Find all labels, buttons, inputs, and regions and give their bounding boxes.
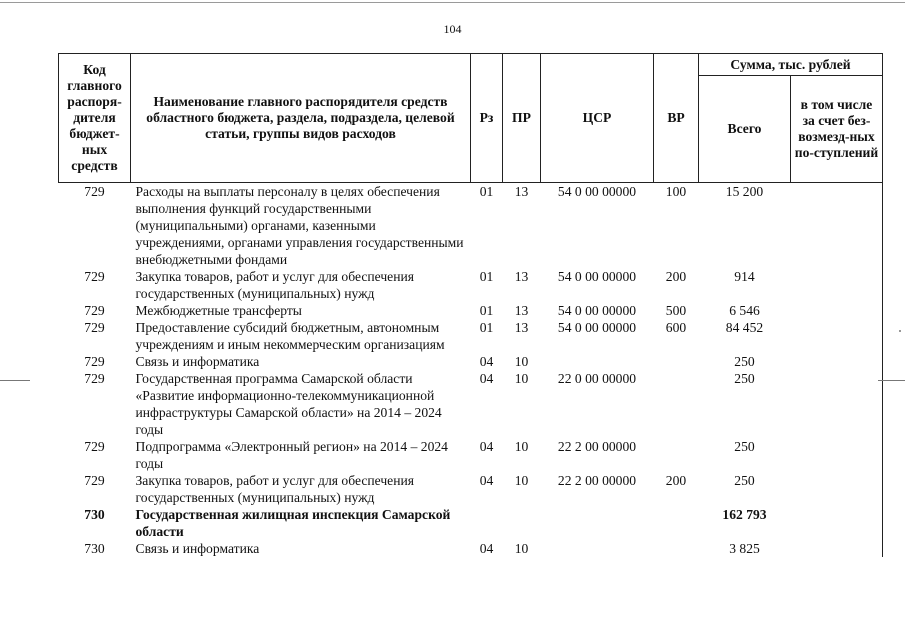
row-rz: 04 bbox=[479, 354, 494, 369]
header-total: Всего bbox=[699, 76, 791, 183]
row-name: Закупка товаров, работ и услуг для обеспечения государственных (муниципальных) нужд bbox=[135, 269, 414, 301]
row-other bbox=[791, 438, 883, 472]
row-pr bbox=[503, 506, 541, 540]
row-pr: 10 bbox=[514, 439, 529, 454]
row-name: Государственная жилищная инспекция Самарской области bbox=[135, 507, 451, 539]
header-other: в том числе за счет без-возмезд-ных по-ступлений bbox=[791, 76, 883, 183]
row-vr: 500 bbox=[665, 303, 687, 318]
row-other bbox=[791, 370, 883, 438]
row-name: Предоставление субсидий бюджетным, автономным учреждениям и иным некоммерческим организациям bbox=[135, 320, 445, 352]
row-other bbox=[791, 506, 883, 540]
header-code: Код главного распоря-дителя бюджет-ных средств bbox=[59, 54, 131, 183]
row-vr bbox=[654, 540, 699, 557]
row-csr: 54 0 00 00000 bbox=[557, 269, 637, 284]
header-rz: Рз bbox=[471, 54, 503, 183]
table-row bbox=[59, 438, 883, 472]
row-pr: 13 bbox=[514, 269, 529, 284]
row-other bbox=[791, 183, 883, 269]
row-rz: 04 bbox=[479, 541, 494, 556]
row-pr: 10 bbox=[514, 354, 529, 369]
row-pr: 13 bbox=[514, 320, 529, 335]
row-total: 250 bbox=[734, 371, 755, 386]
row-csr bbox=[541, 540, 654, 557]
row-rz bbox=[471, 506, 503, 540]
row-code: 729 bbox=[84, 269, 105, 284]
header-csr: ЦСР bbox=[541, 54, 654, 183]
row-vr bbox=[654, 438, 699, 472]
row-total: 84 452 bbox=[725, 320, 764, 335]
row-csr bbox=[541, 353, 654, 370]
row-name: Закупка товаров, работ и услуг для обеспечения государственных (муниципальных) нужд bbox=[135, 473, 414, 505]
row-name: Связь и информатика bbox=[135, 541, 260, 556]
row-csr: 54 0 00 00000 bbox=[557, 303, 637, 318]
row-code: 729 bbox=[84, 473, 105, 488]
row-other bbox=[791, 302, 883, 319]
header-name: Наименование главного распорядителя средств областного бюджета, раздела, подраздела, целевой статьи, группы видов расходов bbox=[131, 54, 471, 183]
row-code: 729 bbox=[84, 371, 105, 386]
row-other bbox=[791, 353, 883, 370]
row-rz: 04 bbox=[479, 371, 494, 386]
row-vr bbox=[654, 353, 699, 370]
row-csr: 54 0 00 00000 bbox=[557, 320, 637, 335]
row-pr: 13 bbox=[514, 303, 529, 318]
table-row bbox=[59, 353, 883, 370]
budget-table bbox=[58, 53, 883, 557]
row-vr: 200 bbox=[665, 269, 687, 284]
row-total: 3 825 bbox=[729, 541, 760, 556]
row-code: 729 bbox=[84, 184, 105, 199]
row-total: 162 793 bbox=[722, 507, 767, 522]
row-name: Межбюджетные трансферты bbox=[135, 303, 302, 318]
header-pr: ПР bbox=[503, 54, 541, 183]
scan-artifact-left-dash bbox=[0, 380, 30, 381]
row-pr: 13 bbox=[514, 184, 529, 199]
table-row bbox=[59, 183, 883, 269]
row-code: 729 bbox=[84, 439, 105, 454]
row-code: 730 bbox=[84, 541, 105, 556]
row-rz: 04 bbox=[479, 473, 494, 488]
row-pr: 10 bbox=[514, 541, 529, 556]
row-total: 250 bbox=[734, 354, 755, 369]
row-name: Государственная программа Самарской области «Развитие информационно-телекоммуникационной инфраструктуры Самарской области» на 2014 – 2024 годы bbox=[135, 371, 442, 437]
row-vr bbox=[654, 370, 699, 438]
row-vr: 100 bbox=[665, 184, 687, 199]
row-other bbox=[791, 472, 883, 506]
row-csr bbox=[541, 506, 654, 540]
row-rz: 01 bbox=[479, 269, 494, 284]
row-total: 914 bbox=[734, 269, 755, 284]
row-csr: 22 2 00 00000 bbox=[557, 473, 637, 488]
row-rz: 01 bbox=[479, 303, 494, 318]
table-row bbox=[59, 302, 883, 319]
row-rz: 01 bbox=[479, 184, 494, 199]
row-csr: 54 0 00 00000 bbox=[557, 184, 637, 199]
row-other bbox=[791, 319, 883, 353]
table-row bbox=[59, 370, 883, 438]
row-total: 250 bbox=[734, 439, 755, 454]
table-body bbox=[59, 183, 883, 558]
row-pr: 10 bbox=[514, 371, 529, 386]
row-vr bbox=[654, 506, 699, 540]
table-row bbox=[59, 319, 883, 353]
header-sum: Сумма, тыс. рублей bbox=[699, 54, 883, 76]
row-vr: 600 bbox=[665, 320, 687, 335]
table-row bbox=[59, 472, 883, 506]
row-code: 730 bbox=[84, 507, 105, 522]
scan-top-edge bbox=[0, 2, 905, 3]
row-csr: 22 0 00 00000 bbox=[557, 371, 637, 386]
row-total: 15 200 bbox=[725, 184, 764, 199]
table-row bbox=[59, 268, 883, 302]
row-name: Расходы на выплаты персоналу в целях обеспечения выполнения функций государственными (муниципальными) органами, казенными учреждениями, органами управления государственными внебюджетными фондами bbox=[135, 184, 464, 267]
row-total: 250 bbox=[734, 473, 755, 488]
row-name: Связь и информатика bbox=[135, 354, 260, 369]
row-other bbox=[791, 540, 883, 557]
table-header bbox=[59, 54, 883, 183]
row-code: 729 bbox=[84, 354, 105, 369]
header-vr: ВР bbox=[654, 54, 699, 183]
table-row bbox=[59, 506, 883, 540]
row-vr: 200 bbox=[665, 473, 687, 488]
row-name: Подпрограмма «Электронный регион» на 2014 – 2024 годы bbox=[135, 439, 448, 471]
scan-artifact-right-dash bbox=[878, 380, 905, 381]
scan-artifact-dot bbox=[899, 330, 901, 332]
row-total: 6 546 bbox=[729, 303, 760, 318]
row-code: 729 bbox=[84, 320, 105, 335]
table-row bbox=[59, 540, 883, 557]
row-code: 729 bbox=[84, 303, 105, 318]
row-csr: 22 2 00 00000 bbox=[557, 439, 637, 454]
row-pr: 10 bbox=[514, 473, 529, 488]
page-number: 104 bbox=[443, 22, 462, 36]
row-rz: 04 bbox=[479, 439, 494, 454]
row-other bbox=[791, 268, 883, 302]
row-rz: 01 bbox=[479, 320, 494, 335]
